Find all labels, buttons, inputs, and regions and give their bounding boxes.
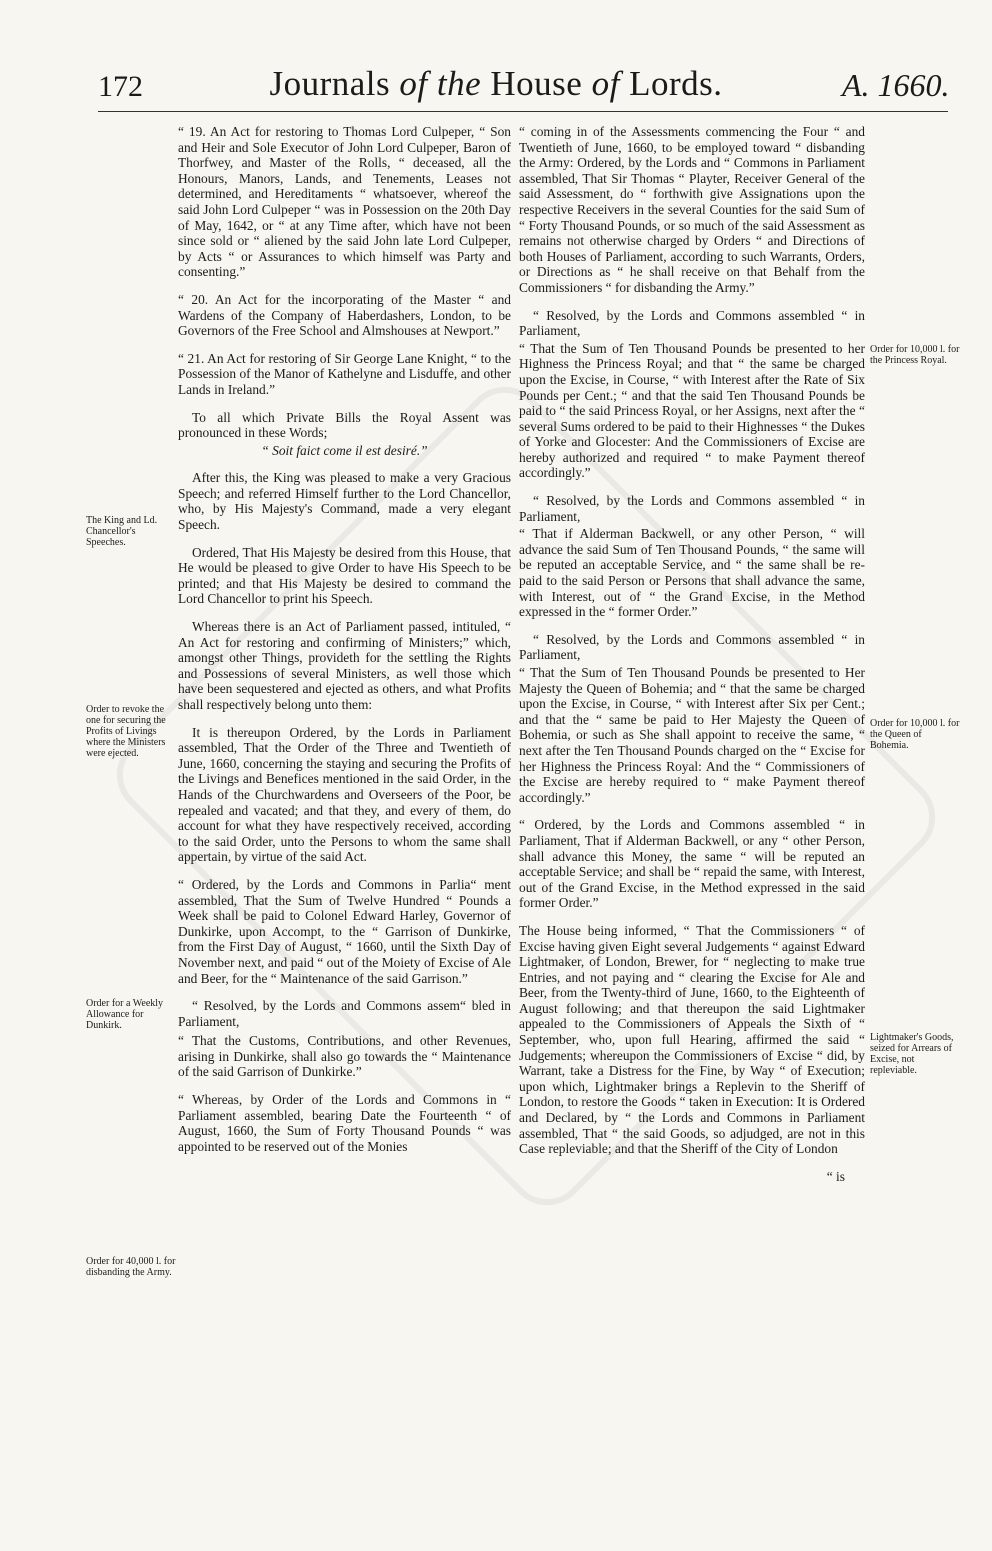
title-of: of [399, 64, 428, 103]
king-speech: After this, the King was pleased to make a very Gracious Speech; and referred Himself further to the Lord Chancellor, who, by His Majesty's Command, made a very elegant Speech. [178, 470, 511, 533]
title-lords: Lords. [629, 64, 723, 103]
catchword: “ is [826, 1168, 845, 1184]
royal-assent-words: “ Soit faict come il est desiré.” [261, 442, 428, 458]
margin-note-army: Order for 40,000 l. for disbanding the Army. [86, 1256, 176, 1278]
margin-note-princess: Order for 10,000 l. for the Princess Royal. [870, 344, 960, 366]
lightmaker-case: The House being informed, “ That the Commissioners “ of Excise having given Eight several Judgements “ against Edward Lightmaker, of London, Brewer, for “ neglecting to make true Entries, and not paying and “ clearing the Excise for Ale and Beer, from the Twenty-third of June, 1660, to the Eighteenth of August following; and that thereupon the said Lightmaker appealed to the Commissioners of Appeals the Sixth of “ September, who, upon full Hearing, affirmed the said “ Judgements; whereupon the Commissioners of Excise “ did, by Warrant, take a Distress for the Fine, by Way “ of Execution; upon which, Lightmaker brings a Replevin to the Sheriff of London, to restore the Goods “ taken in Execution: It is Ordered and Declared, by “ the Lords and Commons in Parliament assembled, That “ the said Goods, so adjudged, are not in this Case repleviable; and that the Sheriff of the City of London [519, 922, 865, 1157]
ordered-backwell: “ Ordered, by the Lords and Commons assembled “ in Parliament, That if Alderman Backwell, or any “ other Person, shall advance this Money, the same “ will be reputed an acceptable Service; and shall be “ repaid the same, with Interest, out of the Grand Excise, in the Method expressed in the said former Order.” [519, 817, 865, 911]
year-heading: A. 1660. [842, 67, 950, 103]
whereas-ministers: Whereas there is an Act of Parliament passed, intituled, “ An Act for restoring and confirming of Ministers;” which, amongst other Things, provideth for the settling the Rights and Possessions of several Ministers, as well those which have been sequestered and ejected as others, and what Profits shall respectively belong unto them: [178, 619, 511, 712]
order-princess: “ That the Sum of Ten Thousand Pounds be presented to her Highness the Princess Royal; and that “ the same be charged upon the Excise, in Course, “ with Interest after the Rate of Six Pounds per Cent.; “ and that the said Ten Thousand Pounds be paid to “ the said Princess Royal, or her Assigns, next after the “ several Sums ordered to be paid to their Highnesses “ the Dukes of Yorke and Glocester: And the Commissioners of Excise are hereby authorized and required “ to make Payment thereof accordingly.” [519, 340, 865, 481]
left-column [178, 124, 511, 1166]
margin-note-lightmaker: Lightmaker's Goods, seized for Arrears of Excise, not repleviable. [870, 1032, 954, 1076]
page-number: 172 [98, 70, 143, 103]
title-house: House [490, 64, 583, 103]
margin-note-king-speeches: The King and Ld. Chancellor's Speeches. [86, 515, 158, 548]
order-bohemia: “ That the Sum of Ten Thousand Pounds be presented to Her Majesty the Queen of Bohemia; and “ that the same be charged upon the Excise, in Course, “ with Interest after Six per Cent.; and that the “ same be paid to Her Majesty the Queen of Bohemia, or such as She shall appoint to receive the same, “ next after the Ten Thousand Pounds charged on the “ Excise for her Highness the Princess Royal: And the “ Commissioners of the Excise are hereby required to “ make Payment thereof accordingly.” [519, 665, 865, 805]
order-repeal: It is thereupon Ordered, by the Lords in Parliament assembled, That the Order of the Three and Twentieth of June, 1660, concerning the staying and securing the Profits of the Livings and Benefices mentioned in the said Order, in the Hands of the Churchwardens and Overseers of the Poor, be repealed and vacated; and that they, and every of them, do account for what they have respectively received, according to the said Order, unto the Persons to whom the same shall appertain, by virtue of the said Act. [178, 724, 511, 865]
title-the: the [436, 64, 482, 103]
margin-note-revoke-order: Order to revoke the one for securing the Profits of Livings where the Ministers were ejected. [86, 704, 166, 759]
title-of-2: of [591, 64, 620, 103]
bill-21: “ 21. An Act for restoring of Sir George Lane Knight, “ to the Possession of the Manor of Kathelyne and Lisduffe, and other Lands in Ireland.” [178, 350, 511, 397]
order-army: “ Whereas, by Order of the Lords and Commons in “ Parliament assembled, bearing Date the Fourteenth “ of August, 1660, the Sum of Forty Thousand Pounds “ was appointed to be reserved out of the Monies [178, 1092, 511, 1154]
resolved-princess: “ Resolved, by the Lords and Commons assembled “ in Parliament, [519, 307, 865, 339]
order-backwell: “ That if Alderman Backwell, or any other Person, “ will advance the said Sum of Ten Thousand Pounds, “ the same will be reputed an acceptable Service, and “ the same shall be re-paid to the said Person or Persons that shall advance the same, with Interest, out of “ the Grand Excise, in the Method expressed in the “ former Order.” [519, 526, 865, 620]
resolved-dunkirk: “ Resolved, by the Lords and Commons assem“ bled in Parliament, [178, 998, 511, 1029]
resolved-backwell: “ Resolved, by the Lords and Commons assembled “ in Parliament, [519, 493, 865, 524]
bill-19: “ 19. An Act for restoring to Thomas Lord Culpeper, “ Son and Heir and Sole Executor of John Lord Culpeper, Baron of Thorfwey, and Master of the Rolls, “ deceased, all the Honours, Manors, Lands, and Tenements, Leases not determined, and Hereditaments “ whatsoever, whereof the said John Lord Culpeper “ was in Possession on the 20th Day of May, 1642, or “ at any Time after, which have not been since sold or “ aliened by the said John late Lord Culpeper, by Acts “ or Assurances to which himself was Party and consenting.” [178, 124, 511, 280]
order-print-speech: Ordered, That His Majesty be desired from this House, that He would be pleased to give Order to have His Speech to be printed; and that His Majesty be desired to command the Lord Chancellor to print his Speech. [178, 544, 511, 607]
title-journals: Journals [269, 64, 391, 103]
margin-note-dunkirk: Order for a Weekly Allowance for Dunkirk. [86, 998, 164, 1031]
margin-note-bohemia: Order for 10,000 l. for the Queen of Bohemia. [870, 718, 960, 751]
resolved-bohemia: “ Resolved, by the Lords and Commons assembled “ in Parliament, [519, 631, 865, 663]
order-army-continued: “ coming in of the Assessments commencing the Four “ and Twentieth of June, 1660, to be employed toward “ disbanding the Army: Ordered, by the Lords and “ Commons in Parliament assembled, That Sir Thomas “ Playter, Receiver General of the said Assessment, do “ forthwith give Assignations upon the respective Receivers in the several Counties for the said Sum of “ Forty Thousand Pounds, or so much of the said Assessment as remains not otherwise charged by Orders “ and Directions of both Houses of Parliament, according to such Warrants, Orders, or Directions as “ he shall receive on that Behalf from the Commissioners “ for disbanding the Army.” [519, 124, 865, 295]
customs-dunkirk: “ That the Customs, Contributions, and other Revenues, arising in Dunkirke, shall also go towards the “ Maintenance of the said Garrison of Dunkirke.” [178, 1033, 511, 1080]
order-dunkirk: “ Ordered, by the Lords and Commons in Parlia“ ment assembled, That the Sum of Twelve Hundred “ Pounds a Week shall be paid to Colonel Edward Harley, Governor of Dunkirke, upon Accompt, to the “ Garrison of Dunkirke, from the First Day of August, “ 1660, until the Sixth Day of November next, and paid “ out of the Moiety of Excise of Ale and Beer, for the “ Maintenance of the said Garrison.” [178, 876, 511, 986]
page-header [0, 0, 992, 110]
bill-20: “ 20. An Act for the incorporating of the Master “ and Wardens of the Company of Haberdashers, London, to be Governors of the Free School and Almshouses at Newport.” [178, 291, 511, 339]
header-rule [98, 111, 948, 112]
royal-assent: To all which Private Bills the Royal Assent was pronounced in these Words; [178, 409, 511, 441]
right-column [519, 124, 865, 1196]
